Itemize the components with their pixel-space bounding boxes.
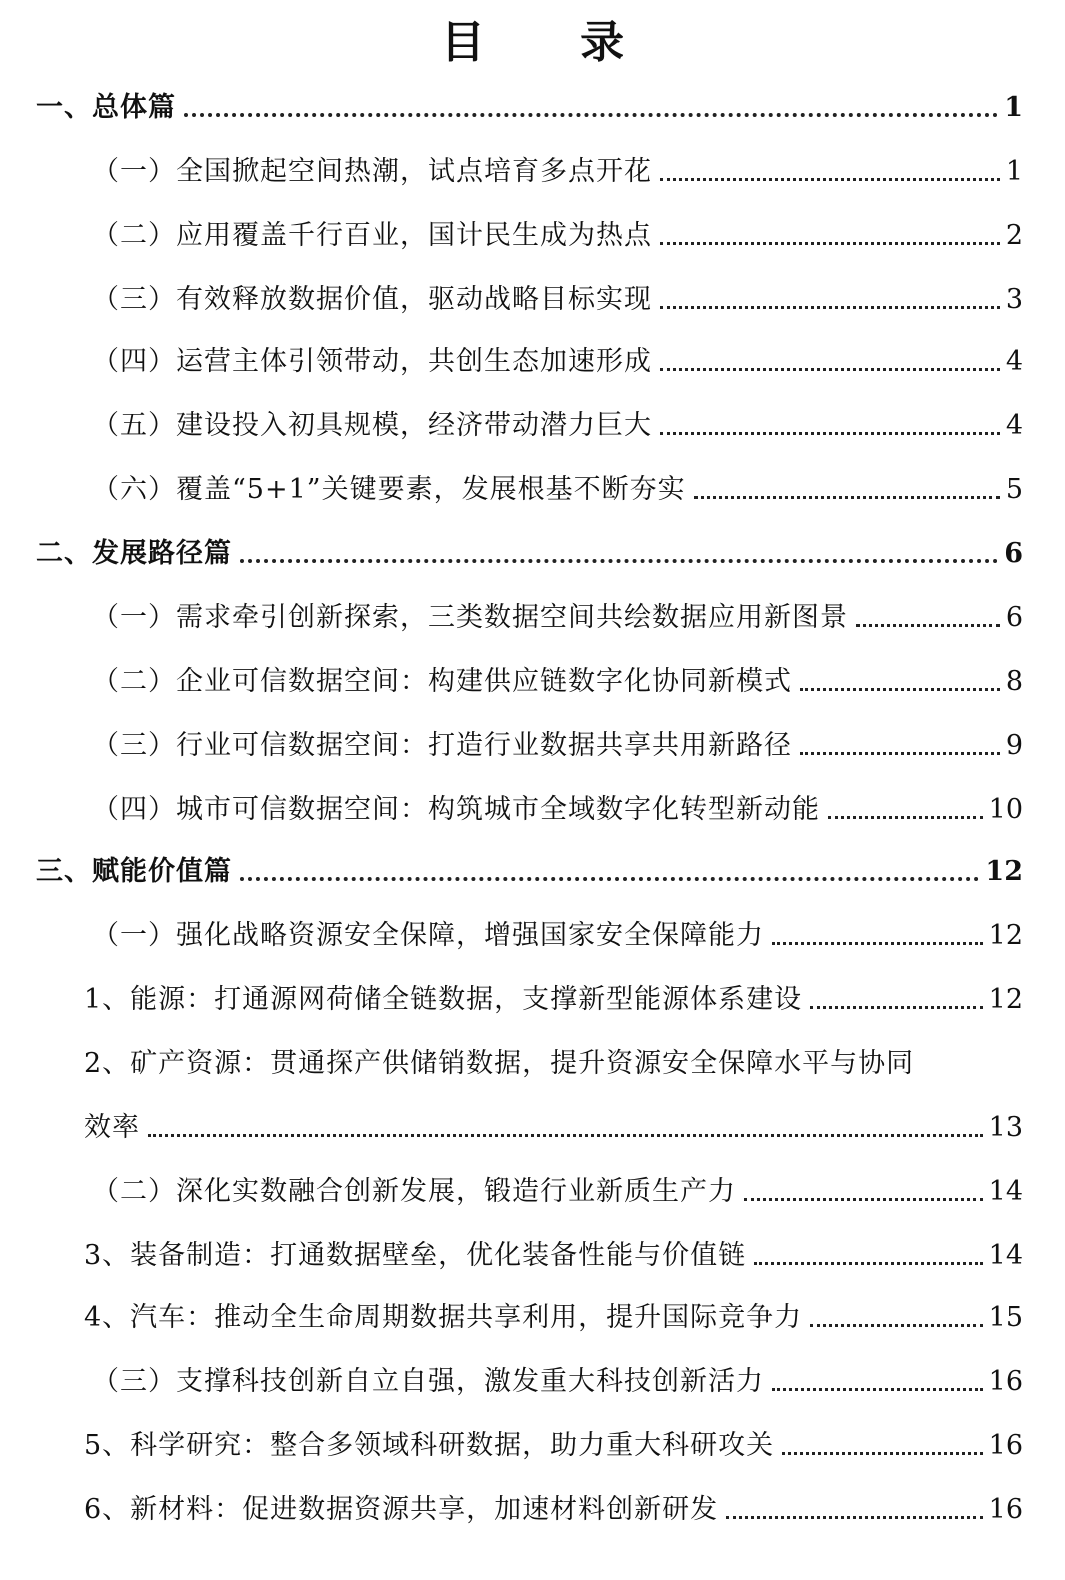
toc-entry[interactable]	[92, 1172, 1023, 1212]
toc-entry-title: （四）运营主体引领带动，共创生态加速形成	[92, 346, 652, 377]
toc-page-number: 1	[1004, 92, 1023, 123]
toc-subentry-line-2[interactable]	[84, 1108, 1023, 1148]
toc-entry[interactable]	[92, 342, 1023, 382]
leader-dots	[800, 688, 1000, 691]
toc-page-number: 4	[1005, 346, 1023, 377]
toc-entry-title: （二）深化实数融合创新发展，锻造行业新质生产力	[92, 1176, 736, 1207]
toc-entry-title: （一）强化战略资源安全保障，增强国家安全保障能力	[92, 920, 764, 951]
toc-entry-title: 4、汽车：推动全生命周期数据共享利用，提升国际竞争力	[84, 1302, 803, 1333]
leader-dots	[660, 178, 1000, 181]
leader-dots	[772, 942, 983, 945]
toc-entry-title: （二）应用覆盖千行百业，国计民生成为热点	[92, 220, 652, 251]
toc-section-development-path[interactable]	[36, 534, 1023, 574]
toc-entry-title: 二、发展路径篇	[36, 538, 232, 569]
leader-dots	[660, 306, 1000, 309]
toc-entry[interactable]	[92, 790, 1023, 830]
toc-page-number: 8	[1005, 666, 1023, 697]
toc-entry-title: （三）支撑科技创新自立自强，激发重大科技创新活力	[92, 1366, 764, 1397]
toc-entry[interactable]	[92, 406, 1023, 446]
leader-dots	[800, 752, 1000, 755]
toc-entry-title: （六）覆盖“5+1”关键要素，发展根基不断夯实	[92, 474, 686, 505]
toc-entry-title: 1、能源：打通源网荷储全链数据，支撑新型能源体系建设	[84, 984, 803, 1015]
toc-page-number: 16	[988, 1494, 1023, 1525]
toc-entry[interactable]	[92, 726, 1023, 766]
toc-subentry[interactable]	[84, 1298, 1023, 1338]
toc-page-number: 1	[1005, 156, 1023, 187]
toc-entry[interactable]	[92, 280, 1023, 320]
toc-page-number: 12	[988, 984, 1023, 1015]
toc-entry[interactable]	[92, 152, 1023, 192]
toc-page-number: 12	[985, 856, 1023, 887]
toc-page-number: 9	[1005, 730, 1023, 761]
toc-page-number: 15	[988, 1302, 1023, 1333]
toc-entry[interactable]	[92, 916, 1023, 956]
toc-entry-title: 6、新材料：促进数据资源共享，加速材料创新研发	[84, 1494, 719, 1525]
toc-page-number: 12	[988, 920, 1023, 951]
leader-dots	[660, 432, 1000, 435]
toc-entry-title: （一）需求牵引创新探索，三类数据空间共绘数据应用新图景	[92, 602, 848, 633]
toc-entry-title: （一）全国掀起空间热潮，试点培育多点开花	[92, 156, 652, 187]
leader-dots	[828, 816, 983, 819]
leader-dots	[660, 242, 1000, 245]
toc-entry[interactable]	[92, 216, 1023, 256]
leader-dots	[694, 496, 1000, 499]
leader-dots	[754, 1262, 982, 1265]
leader-dots	[240, 559, 998, 563]
toc-page-number: 5	[1005, 474, 1023, 505]
toc-page-number: 4	[1005, 410, 1023, 441]
toc-subentry[interactable]	[84, 980, 1023, 1020]
toc-page-number: 14	[988, 1240, 1023, 1271]
toc-entry[interactable]	[92, 470, 1023, 510]
toc-page-number: 16	[988, 1366, 1023, 1397]
toc-entry[interactable]	[92, 1362, 1023, 1402]
leader-dots	[772, 1388, 983, 1391]
toc-subentry[interactable]	[84, 1490, 1023, 1530]
toc-page-number: 13	[988, 1112, 1023, 1143]
toc-subentry[interactable]	[84, 1426, 1023, 1466]
leader-dots	[782, 1452, 982, 1455]
toc-page-number: 16	[988, 1430, 1023, 1461]
toc-page-number: 6	[1005, 602, 1023, 633]
leader-dots	[660, 368, 1000, 371]
toc-entry-title: 5、科学研究：整合多领域科研数据，助力重大科研攻关	[84, 1430, 775, 1461]
leader-dots	[810, 1324, 982, 1327]
leader-dots	[240, 877, 979, 881]
toc-entry-title: （四）城市可信数据空间：构筑城市全域数字化转型新动能	[92, 794, 820, 825]
toc-entry[interactable]	[92, 662, 1023, 702]
toc-subentry[interactable]	[84, 1236, 1023, 1276]
toc-entry-title: （二）企业可信数据空间：构建供应链数字化协同新模式	[92, 666, 792, 697]
toc-entry-title: 3、装备制造：打通数据壁垒，优化装备性能与价值链	[84, 1240, 747, 1271]
toc-page-number: 2	[1005, 220, 1023, 251]
toc-section-overview[interactable]	[36, 88, 1023, 128]
page-title: 目 录	[440, 17, 665, 68]
toc-page-number: 6	[1004, 538, 1023, 569]
toc-entry[interactable]	[92, 598, 1023, 638]
leader-dots	[744, 1198, 983, 1201]
toc-subentry-line-1[interactable]: 2、矿产资源：贯通探产供储销数据，提升资源安全保障水平与协同	[84, 1048, 915, 1079]
toc-entry-title: 三、赋能价值篇	[36, 856, 232, 887]
leader-dots	[184, 113, 998, 117]
toc-page-number: 14	[988, 1176, 1023, 1207]
leader-dots	[810, 1006, 982, 1009]
toc-page-number: 10	[988, 794, 1023, 825]
toc-entry-title: （三）行业可信数据空间：打造行业数据共享共用新路径	[92, 730, 792, 761]
toc-entry-title-continuation: 效率	[84, 1112, 140, 1143]
toc-entry-title: （五）建设投入初具规模，经济带动潜力巨大	[92, 410, 652, 441]
toc-page-number: 3	[1005, 284, 1023, 315]
toc-section-empowerment-value[interactable]	[36, 852, 1023, 892]
toc-entry-title: 一、总体篇	[36, 92, 176, 123]
leader-dots	[856, 624, 1000, 627]
leader-dots	[148, 1134, 983, 1137]
leader-dots	[726, 1516, 982, 1519]
toc-entry-title: （三）有效释放数据价值，驱动战略目标实现	[92, 284, 652, 315]
